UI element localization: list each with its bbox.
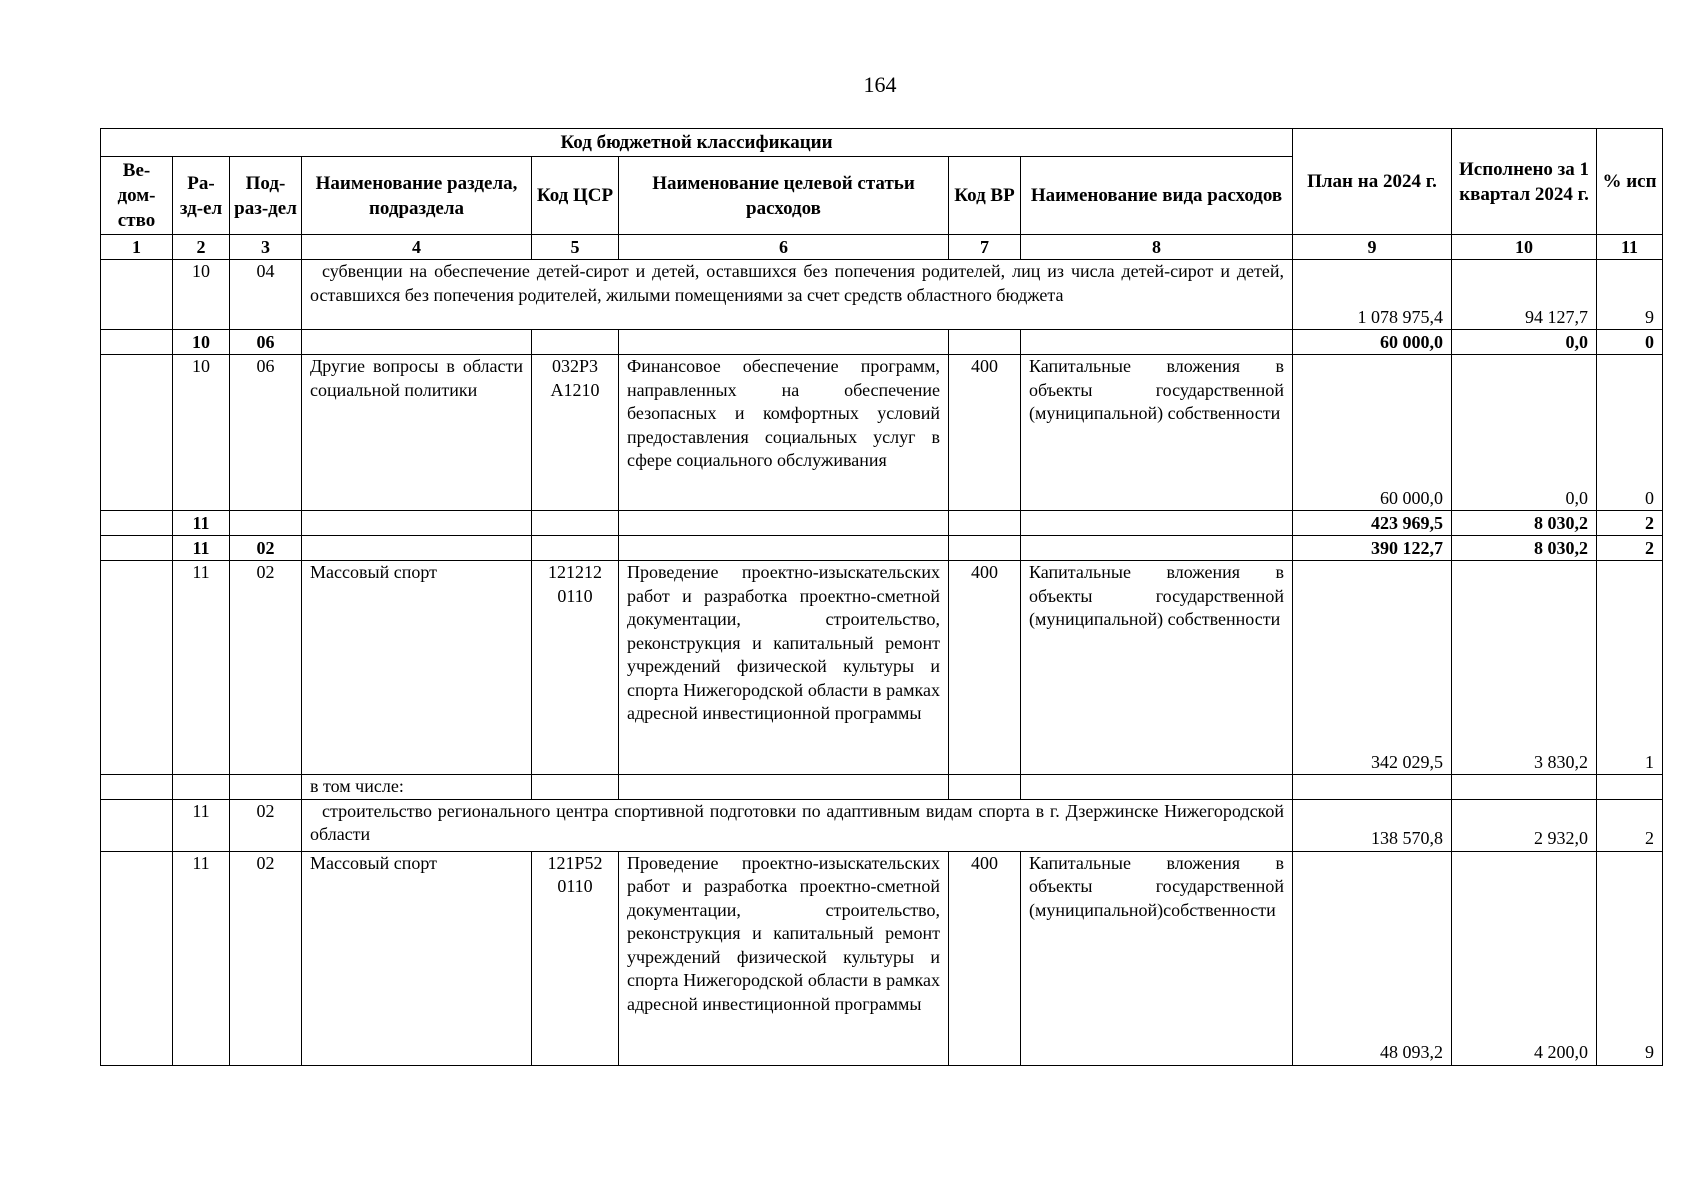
cell-vr-name (1021, 775, 1293, 800)
cell-done (1452, 775, 1597, 800)
page-number: 164 (863, 72, 897, 97)
cell-description: субвенции на обеспечение детей-сирот и детей, оставшихся без попечения родителей, лиц из числа детей-сирот и детей, оставшихся без попечения родителей, жилыми помещениями за счет средств областного бюджета (302, 260, 1293, 330)
cell-podrazdel: 02 (230, 851, 302, 1065)
cell-pct: 2 (1597, 536, 1663, 561)
col-number: 9 (1293, 235, 1452, 260)
cell-csr: 032P3 A1210 (532, 355, 619, 511)
col-header-pct: % исп (1597, 129, 1663, 235)
cell-vr-name: Капитальные вложения в объекты государственной (муниципальной) собственности (1021, 561, 1293, 775)
cell-plan (1293, 775, 1452, 800)
cell-pct (1597, 775, 1663, 800)
cell-pct: 9 (1597, 851, 1663, 1065)
cell-target-name: Проведение проектно-изыскательских работ и разработка проектно-сметной документации, строительство, реконструкция и капитальный ремонт учреждений физической культуры и спорта Нижегородской области в рамках адресной инвестиционной программы (619, 851, 949, 1065)
col-number: 11 (1597, 235, 1663, 260)
col-number: 2 (173, 235, 230, 260)
col-number: 7 (949, 235, 1021, 260)
cell-podrazdel (230, 511, 302, 536)
cell-target-name (619, 511, 949, 536)
cell-target-name (619, 775, 949, 800)
cell-razdel: 11 (173, 536, 230, 561)
col-header-section-name: Наименование раздела, подраздела (302, 157, 532, 235)
cell-section-name: в том числе: (302, 775, 532, 800)
cell-razdel: 10 (173, 330, 230, 355)
cell-podrazdel: 06 (230, 330, 302, 355)
cell-vr-name: Капитальные вложения в объекты государственной (муниципальной) собственности (1021, 355, 1293, 511)
table-row (101, 775, 1663, 800)
cell-target-name (619, 330, 949, 355)
cell-podrazdel: 06 (230, 355, 302, 511)
cell-target-name: Проведение проектно-изыскательских работ и разработка проектно-сметной документации, строительство, реконструкция и капитальный ремонт учреждений физической культуры и спорта Нижегородской области в рамках адресной инвестиционной программы (619, 561, 949, 775)
cell-pct: 0 (1597, 330, 1663, 355)
cell-razdel: 10 (173, 355, 230, 511)
cell-plan: 60 000,0 (1293, 355, 1452, 511)
cell-done: 4 200,0 (1452, 851, 1597, 1065)
cell-pct: 9 (1597, 260, 1663, 330)
cell-done: 0,0 (1452, 355, 1597, 511)
col-header-done: Исполнено за 1 квартал 2024 г. (1452, 129, 1597, 235)
table-row (101, 561, 1663, 775)
cell-vedomstvo (101, 799, 173, 851)
cell-csr: 121P52 0110 (532, 851, 619, 1065)
cell-plan: 1 078 975,4 (1293, 260, 1452, 330)
cell-vr: 400 (949, 561, 1021, 775)
budget-table (100, 128, 1663, 1066)
cell-plan: 60 000,0 (1293, 330, 1452, 355)
cell-done: 8 030,2 (1452, 511, 1597, 536)
cell-vr-name (1021, 330, 1293, 355)
cell-target-name: Финансовое обеспечение программ, направленных на обеспечение безопасных и комфортных условий предоставления социальных услуг в сфере социального обслуживания (619, 355, 949, 511)
cell-vr (949, 775, 1021, 800)
cell-plan: 423 969,5 (1293, 511, 1452, 536)
cell-csr: 121212 0110 (532, 561, 619, 775)
cell-vr-name (1021, 536, 1293, 561)
cell-vr (949, 511, 1021, 536)
col-header-vedomstvo: Ве-дом-ство (101, 157, 173, 235)
cell-csr (532, 775, 619, 800)
cell-done: 2 932,0 (1452, 799, 1597, 851)
col-number: 6 (619, 235, 949, 260)
cell-section-name: Массовый спорт (302, 561, 532, 775)
table-row-subtotal (101, 536, 1663, 561)
cell-razdel: 11 (173, 561, 230, 775)
col-header-csr: Код ЦСР (532, 157, 619, 235)
cell-done: 94 127,7 (1452, 260, 1597, 330)
cell-section-name: Массовый спорт (302, 851, 532, 1065)
cell-vr-name (1021, 511, 1293, 536)
col-number: 10 (1452, 235, 1597, 260)
col-number: 1 (101, 235, 173, 260)
cell-vedomstvo (101, 355, 173, 511)
cell-podrazdel: 02 (230, 561, 302, 775)
cell-podrazdel: 02 (230, 536, 302, 561)
cell-vr: 400 (949, 355, 1021, 511)
table-row (101, 260, 1663, 330)
cell-vedomstvo (101, 775, 173, 800)
cell-vedomstvo (101, 561, 173, 775)
cell-csr (532, 536, 619, 561)
cell-vr-name: Капитальные вложения в объекты государственной (муниципальной)собственности (1021, 851, 1293, 1065)
cell-section-name (302, 511, 532, 536)
cell-vedomstvo (101, 330, 173, 355)
cell-vedomstvo (101, 260, 173, 330)
cell-done: 0,0 (1452, 330, 1597, 355)
col-number: 3 (230, 235, 302, 260)
cell-pct: 2 (1597, 511, 1663, 536)
cell-description: строительство регионального центра спортивной подготовки по адаптивным видам спорта в г. Дзержинске Нижегородской области (302, 799, 1293, 851)
cell-vedomstvo (101, 851, 173, 1065)
table-row (101, 355, 1663, 511)
cell-razdel (173, 775, 230, 800)
cell-pct: 0 (1597, 355, 1663, 511)
table-row (101, 851, 1663, 1065)
cell-vedomstvo (101, 536, 173, 561)
cell-razdel: 10 (173, 260, 230, 330)
cell-vedomstvo (101, 511, 173, 536)
cell-vr (949, 330, 1021, 355)
cell-csr (532, 330, 619, 355)
cell-section-name (302, 330, 532, 355)
cell-plan: 138 570,8 (1293, 799, 1452, 851)
cell-done: 8 030,2 (1452, 536, 1597, 561)
table-row-subtotal (101, 511, 1663, 536)
cell-done: 3 830,2 (1452, 561, 1597, 775)
cell-vr: 400 (949, 851, 1021, 1065)
cell-razdel: 11 (173, 799, 230, 851)
cell-vr (949, 536, 1021, 561)
cell-podrazdel: 02 (230, 799, 302, 851)
col-header-podrazdel: Под-раз-дел (230, 157, 302, 235)
cell-plan: 342 029,5 (1293, 561, 1452, 775)
col-number: 5 (532, 235, 619, 260)
col-number: 4 (302, 235, 532, 260)
table-row-subtotal (101, 330, 1663, 355)
col-header-target-name: Наименование целевой статьи расходов (619, 157, 949, 235)
col-header-plan: План на 2024 г. (1293, 129, 1452, 235)
col-header-vr-name: Наименование вида расходов (1021, 157, 1293, 235)
cell-csr (532, 511, 619, 536)
budget-classification-header: Код бюджетной классификации (101, 129, 1293, 157)
cell-plan: 390 122,7 (1293, 536, 1452, 561)
cell-pct: 2 (1597, 799, 1663, 851)
cell-plan: 48 093,2 (1293, 851, 1452, 1065)
cell-pct: 1 (1597, 561, 1663, 775)
table-row (101, 799, 1663, 851)
cell-podrazdel: 04 (230, 260, 302, 330)
cell-target-name (619, 536, 949, 561)
cell-razdel: 11 (173, 851, 230, 1065)
cell-razdel: 11 (173, 511, 230, 536)
col-header-razdel: Ра-зд-ел (173, 157, 230, 235)
cell-section-name: Другие вопросы в области социальной политики (302, 355, 532, 511)
col-number: 8 (1021, 235, 1293, 260)
cell-section-name (302, 536, 532, 561)
cell-podrazdel (230, 775, 302, 800)
col-header-vr: Код ВР (949, 157, 1021, 235)
column-numbers-row (101, 235, 1663, 260)
